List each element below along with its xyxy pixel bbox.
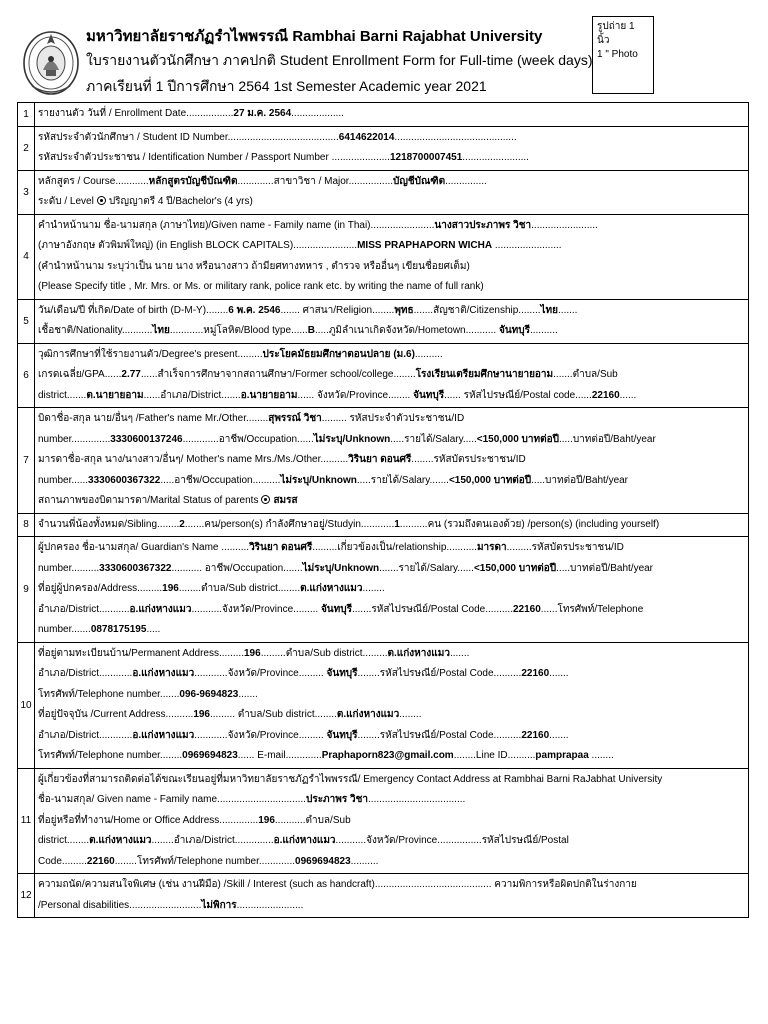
field-label: ปริญญาตรี 4 ปี/Bachelor's (4 yrs)	[108, 196, 253, 207]
row-content	[35, 343, 749, 408]
field-line	[38, 409, 745, 430]
field-label: รหัสประจำตัวประชาชน / Identification Number / Passport Number .....................	[38, 152, 390, 163]
field-line	[38, 430, 745, 451]
field-value: pamprapaa	[535, 750, 589, 761]
field-label: ........Line ID..........	[453, 750, 536, 761]
field-line	[38, 471, 745, 492]
field-label: .......รายได้/Salary......	[379, 562, 474, 574]
field-label: ...... E-mail.............	[237, 750, 322, 761]
field-label: ..........	[350, 855, 379, 867]
field-label: .....อาชีพ/Occupation..........	[160, 474, 281, 486]
field-line	[38, 491, 745, 512]
field-value: 2	[179, 518, 185, 530]
field-label: ......... ตำบล/Sub district........	[210, 709, 337, 720]
row-number: 4	[18, 214, 35, 299]
field-value: อ.แก่งหางแมว	[129, 603, 192, 615]
field-label: .......	[549, 668, 569, 679]
field-line	[38, 257, 745, 278]
field-label: โทรศัพท์/Telephone number.......	[38, 688, 180, 700]
university-seal-icon	[22, 26, 80, 96]
field-label: จำนวนพี่น้องทั้งหมด/Sibling........	[38, 518, 180, 530]
field-value: 6414622014	[338, 131, 395, 143]
field-line	[38, 345, 745, 366]
field-value: Praphaporn823@gmail.com	[321, 750, 454, 761]
field-label: ........โทรศัพท์/Telephone number.............	[114, 855, 296, 867]
field-label: number......	[38, 474, 89, 486]
field-label: .......	[449, 647, 470, 659]
field-line	[38, 559, 745, 580]
row-content	[35, 170, 749, 214]
field-value: 3330600367322	[99, 562, 172, 574]
field-line	[38, 685, 745, 706]
field-label: .....	[146, 624, 161, 635]
field-value: จันทบุรี	[326, 729, 358, 741]
field-label: ...................	[291, 108, 344, 119]
field-label: ......โทรศัพท์/Telephone	[540, 603, 644, 615]
field-label: .....รายได้/Salary.....	[390, 433, 477, 445]
field-label: ..........	[414, 348, 443, 360]
field-value: 0969694823	[182, 750, 238, 761]
photo-label-english: 1 " Photo	[597, 49, 638, 60]
field-line	[38, 790, 745, 811]
field-label: .........ตำบล/Sub district.........	[260, 647, 388, 659]
field-label: ....... ศาสนา/Religion........	[280, 304, 395, 316]
field-label: Code.........	[38, 855, 87, 867]
form-row-7	[18, 408, 749, 514]
row-content	[35, 513, 749, 537]
radio-selected-icon	[97, 196, 106, 205]
field-value: 196	[162, 583, 179, 594]
field-label: ........	[588, 750, 614, 761]
field-label: .......ตำบล/Sub	[553, 369, 618, 380]
field-label: number..............	[38, 433, 111, 445]
field-line	[38, 148, 745, 169]
form-row-10	[18, 642, 749, 768]
field-label: อำเภอ/District...........	[38, 603, 130, 615]
field-value: ไทย	[540, 304, 559, 316]
field-label: district.......	[38, 389, 87, 401]
field-label: .....ภูมิลำเนาเกิดจังหวัด/Hometown...........	[314, 325, 499, 336]
field-line	[38, 875, 745, 896]
field-value: 22160	[512, 603, 541, 615]
field-value: จันทบุรี	[326, 668, 358, 679]
field-line	[38, 301, 745, 322]
field-line	[38, 831, 745, 852]
field-value: วิรินยา ดอนศรี	[249, 542, 313, 553]
university-title: มหาวิทยาลัยราชภัฏรำไพพรรณี Rambhai Barni Rajabhat University	[86, 28, 543, 45]
row-number: 3	[18, 170, 35, 214]
field-label: มารดาชื่อ-สกุล นาง/นางสาว/อื่นๆ/ Mother's name Mrs./Ms./Other..........	[38, 454, 349, 465]
field-line	[38, 192, 745, 213]
field-label: โทรศัพท์/Telephone number........	[38, 750, 183, 761]
field-label: ระดับ / Level	[38, 196, 94, 207]
enrollment-table	[17, 102, 749, 918]
field-value: ต.แก่งหางแมว	[89, 835, 152, 846]
field-line	[38, 644, 745, 665]
field-line	[38, 811, 745, 832]
field-label: ที่อยู่ปัจจุบัน /Current Address..........	[38, 709, 194, 720]
field-value: <150,000 บาทต่อปี	[473, 562, 557, 574]
form-row-11	[18, 768, 749, 874]
row-content	[35, 768, 749, 874]
field-label: เกรดเฉลี่ย/GPA......	[38, 369, 122, 380]
field-label: ........................	[531, 219, 598, 231]
field-value: ต.แก่งหางแมว	[387, 647, 450, 659]
semester-line: ภาคเรียนที่ 1 ปีการศึกษา 2564 1st Semester Academic year 2021	[86, 78, 487, 94]
field-label: ............จังหวัด/Province.........	[194, 668, 327, 679]
field-value: อ.นายายอาม	[240, 389, 298, 401]
field-line	[38, 600, 745, 621]
field-label: ...... รหัสไปรษณีย์/Postal code......	[444, 389, 592, 401]
field-value: B	[307, 325, 315, 336]
field-label: ......สำเร็จการศึกษาจากสถานศึกษา/Former school/college........	[140, 369, 416, 380]
field-label: ผู้ปกครอง ชื่อ-นามสกุล/ Guardian's Name ..........	[38, 542, 250, 553]
field-value: 27 ม.ค. 2564	[233, 108, 292, 119]
field-label: .............อาชีพ/Occupation......	[182, 433, 314, 445]
row-number: 7	[18, 408, 35, 514]
field-label: ความถนัด/ความสนใจพิเศษ (เช่น งานฝีมือ) /Skill / Interest (such as handcraft).......................................... ความพิการหรือผิดปกติในร่างกาย	[38, 879, 637, 890]
field-label: รายงานตัว วันที่ / Enrollment Date.................	[38, 108, 234, 119]
field-line	[38, 277, 745, 298]
field-label: ......อำเภอ/District.......	[143, 389, 241, 401]
field-label: อำเภอ/District............	[38, 668, 133, 679]
field-label: (Please Specify title , Mr. Mrs. or Ms. or military rank, police rank etc. by writing the name of full rank)	[38, 281, 484, 292]
field-line	[38, 620, 745, 641]
field-label: .....บาทต่อปี/Baht/year	[556, 562, 654, 574]
field-line	[38, 128, 745, 149]
field-value: บัญชีบัณฑิต	[393, 175, 446, 187]
field-value: ประภาพร วิชา	[305, 794, 369, 805]
field-label: /Personal disabilities..........................	[38, 899, 202, 911]
field-line	[38, 365, 745, 386]
row-number: 10	[18, 642, 35, 768]
field-line	[38, 236, 745, 257]
field-label: district........	[38, 835, 90, 846]
field-line	[38, 216, 745, 237]
field-value: ไม่ระบุ/Unknown	[313, 433, 391, 445]
field-label: ผู้เกี่ยวข้องที่สามารถติดต่อได้ขณะเรียนอยู่ที่มหาวิทยาลัยราชภัฏรำไพพรรณี/ Emergency Contact Address at Rambhai Barni RaJabhat University	[38, 773, 663, 785]
row-content	[35, 126, 749, 170]
field-line	[38, 705, 745, 726]
field-line	[38, 746, 745, 767]
field-value: 22160	[521, 668, 550, 679]
field-label: .............สาขาวิชา / Major................	[237, 175, 394, 187]
field-value: 3330600137246	[110, 433, 183, 445]
form-row-6	[18, 343, 749, 408]
field-label: ........อำเภอ/District..............	[151, 835, 274, 846]
field-label: ............จังหวัด/Province.........	[194, 729, 327, 741]
form-row-3	[18, 170, 749, 214]
field-label: .......	[238, 688, 258, 700]
field-label: (ภาษาอังกฤษ ตัวพิมพ์ใหญ่) (in English BLOCK CAPITALS).......................	[38, 240, 358, 251]
row-content	[35, 408, 749, 514]
field-label: อำเภอ/District............	[38, 729, 133, 741]
field-value: ต.แก่งหางแมว	[300, 583, 363, 594]
field-value: MISS PRAPHAPORN WICHA	[357, 240, 493, 251]
form-row-12	[18, 874, 749, 918]
field-label: สถานภาพของบิดามารดา/Marital Status of parents	[38, 495, 259, 506]
field-label: ........รหัสไปรษณีย์/Postal Code..........	[357, 729, 522, 741]
field-value: พุทธ	[394, 304, 414, 316]
field-label: ........รหัสไปรษณีย์/Postal Code..........	[357, 668, 522, 679]
field-label: ........... อาชีพ/Occupation.......	[171, 562, 303, 574]
field-label: ที่อยู่ตามทะเบียนบ้าน/Permanent Address.........	[38, 647, 244, 659]
row-number: 2	[18, 126, 35, 170]
field-value: 22160	[86, 855, 115, 867]
field-value: อ.แก่งหางแมว	[273, 835, 336, 846]
form-row-8	[18, 513, 749, 537]
field-value: 0878175195	[90, 624, 147, 635]
field-label: ที่อยู่ผู้ปกครอง/Address.........	[38, 583, 163, 594]
row-number: 12	[18, 874, 35, 918]
field-value: มารดา	[476, 542, 507, 553]
field-line	[38, 770, 745, 791]
field-label: ...........จังหวัด/Province.........	[191, 603, 321, 615]
field-label: รหัสประจำตัวนักศึกษา / Student ID Number........................................	[38, 131, 339, 143]
field-value: ไม่ระบุ/Unknown	[302, 562, 380, 574]
field-label: ............................................	[394, 131, 517, 143]
field-label: ...............	[445, 175, 487, 187]
field-label: ......... รหัสประจำตัวประชาชน/ID	[321, 413, 465, 424]
field-label: .........รหัสบัตรประชาชน/ID	[506, 542, 624, 553]
field-label: ........................	[462, 152, 529, 163]
field-line	[38, 172, 745, 193]
field-line	[38, 896, 745, 917]
row-content	[35, 874, 749, 918]
field-value: 6 พ.ค. 2546	[228, 304, 281, 316]
field-value: 22160	[591, 389, 620, 401]
row-number: 8	[18, 513, 35, 537]
field-label: ........ตำบล/Sub district........	[178, 583, 301, 594]
field-value: 1218700007451	[389, 152, 463, 163]
field-line	[38, 726, 745, 747]
field-label: เชื้อชาติ/Nationality...........	[38, 325, 153, 336]
form-subtitle: ใบรายงานตัวนักศึกษา ภาคปกติ Student Enrollment Form for Full-time (week days)	[86, 52, 593, 68]
field-value: นางสาวประภาพร วิชา	[434, 219, 532, 231]
field-line	[38, 386, 745, 407]
field-label: ............หมู่โลหิต/Blood type......	[169, 325, 308, 336]
field-label: ชื่อ-นามสกุล/ Given name - Family name................................	[38, 794, 306, 805]
field-line	[38, 321, 745, 342]
form-row-9	[18, 537, 749, 643]
field-label: หลักสูตร / Course............	[38, 175, 149, 187]
field-value: 196	[258, 814, 275, 826]
field-value: วิรินยา ดอนศรี	[348, 454, 412, 465]
form-header	[18, 10, 593, 102]
field-line	[38, 852, 745, 873]
field-value: 3330600367322	[88, 474, 161, 486]
field-value: ต.นายายอาม	[86, 389, 144, 401]
field-label: .......คน/person(s) กำลังศึกษาอยู่/Studyin............	[184, 518, 395, 530]
field-value: ไทย	[152, 325, 170, 336]
field-label: ..........คน (รวมถึงตนเองด้วย) /person(s) (including yourself)	[399, 518, 660, 530]
field-label: .....บาทต่อปี/Baht/year	[558, 433, 656, 445]
field-label: .........เกี่ยวข้องเป็น/relationship...........	[312, 542, 477, 553]
field-value: อ.แก่งหางแมว	[132, 729, 195, 741]
field-label: number.......	[38, 624, 91, 635]
field-label: บิดาชื่อ-สกุล นาย/อื่นๆ /Father's name Mr./Other........	[38, 413, 269, 424]
field-value: 2.77	[121, 369, 141, 380]
field-line	[38, 450, 745, 471]
field-label: .......สัญชาติ/Citizenship........	[413, 304, 541, 316]
photo-label-thai: รูปถ่าย 1 นิ้ว	[597, 21, 635, 46]
field-label: ที่อยู่หรือที่ทำงาน/Home or Office Address..............	[38, 814, 259, 826]
field-label: .....รายได้/Salary.......	[356, 474, 449, 486]
field-line	[38, 104, 745, 125]
field-label: number..........	[38, 562, 100, 574]
radio-selected-icon	[261, 495, 270, 504]
row-content	[35, 537, 749, 643]
field-label: ...................................	[368, 794, 466, 805]
row-number: 5	[18, 299, 35, 343]
field-label: ........................	[492, 240, 562, 251]
row-number: 1	[18, 103, 35, 127]
field-label: ...........จังหวัด/Province................รหัสไปรษณีย์/Postal	[335, 835, 569, 846]
field-line	[38, 579, 745, 600]
field-label: คำนำหน้านาม ชื่อ-นามสกุล (ภาษาไทย)/Given name - Family name (in Thai).......................	[38, 219, 435, 231]
form-row-4	[18, 214, 749, 299]
field-value: ไม่พิการ	[201, 899, 237, 911]
field-value: <150,000 บาทต่อปี	[448, 474, 532, 486]
field-value: จันทบุรี	[413, 389, 445, 401]
field-value: 196	[193, 709, 210, 720]
field-label: ........	[362, 583, 385, 594]
row-content	[35, 214, 749, 299]
field-label: .......	[558, 304, 578, 316]
form-row-5	[18, 299, 749, 343]
field-label: ........รหัสบัตรประชาชน/ID	[411, 454, 526, 465]
field-label: .......	[549, 729, 569, 741]
row-content	[35, 103, 749, 127]
field-label: ...........ตำบล/Sub	[274, 814, 351, 826]
field-label: ..........	[529, 325, 558, 336]
field-value: ไม่ระบุ/Unknown	[280, 474, 357, 486]
field-label: .....บาทต่อปี/Baht/year	[531, 474, 629, 486]
field-value: สมรส	[273, 495, 298, 506]
row-number: 6	[18, 343, 35, 408]
field-value: อ.แก่งหางแมว	[132, 668, 195, 679]
field-label: วุฒิการศึกษาที่ใช้รายงานตัว/Degree's present.........	[38, 348, 263, 360]
form-row-1	[18, 103, 749, 127]
row-content	[35, 299, 749, 343]
field-value: 196	[244, 647, 261, 659]
field-label: ........	[399, 709, 422, 720]
field-value: <150,000 บาทต่อปี	[476, 433, 559, 445]
field-value: หลักสูตรบัญชีบัณฑิต	[148, 175, 238, 187]
field-label: วัน/เดือน/ปี ที่เกิด/Date of birth (D-M-Y)........	[38, 304, 229, 316]
field-value: ต.แก่งหางแมว	[336, 709, 400, 720]
row-number: 9	[18, 537, 35, 643]
field-value: 096-9694823	[179, 688, 239, 700]
field-value: ประโยคมัธยมศึกษาตอนปลาย (ม.6)	[262, 348, 415, 360]
field-line	[38, 664, 745, 685]
field-line	[38, 538, 745, 559]
field-line	[38, 515, 745, 536]
field-value: จันทบุรี	[320, 603, 352, 615]
field-value: สุพรรณ์ วิชา	[268, 413, 322, 424]
field-value: 0969694823	[295, 855, 351, 867]
row-content	[35, 642, 749, 768]
form-row-2	[18, 126, 749, 170]
photo-placeholder	[592, 16, 654, 94]
field-label: ......	[619, 389, 637, 401]
field-value: 1	[394, 518, 400, 530]
field-label: (คำนำหน้านาม ระบุว่าเป็น นาย นาง หรือนางสาว ถ้ามียศทางทหาร , ตำรวจ หรืออื่นๆ เขียนชื่อยศเต็ม)	[38, 260, 470, 272]
field-label: ........................	[236, 899, 304, 911]
row-number: 11	[18, 768, 35, 874]
field-value: 22160	[521, 729, 550, 741]
field-value: จันทบุรี	[498, 325, 530, 336]
field-label: ...... จังหวัด/Province........	[297, 389, 414, 401]
field-label: .......รหัสไปรษณีย์/Postal Code..........	[351, 603, 513, 615]
field-value: โรงเรียนเตรียมศึกษานายายอาม	[415, 369, 554, 380]
